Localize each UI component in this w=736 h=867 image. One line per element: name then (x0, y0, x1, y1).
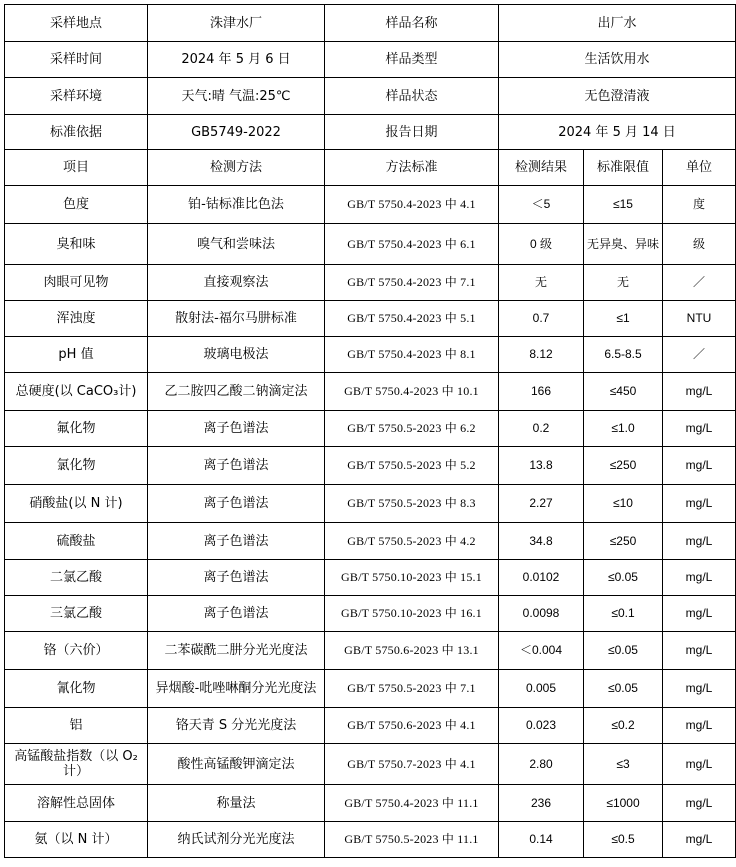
column-header: 检测结果 (499, 150, 584, 186)
result-cell: 0.0102 (499, 560, 584, 596)
item-cell: pH 值 (5, 337, 148, 373)
method-cell: 酸性高锰酸钾滴定法 (148, 744, 325, 785)
result-cell: 0.14 (499, 822, 584, 858)
info-label: 采样环境 (5, 78, 148, 115)
method-cell: 铬天青 S 分光光度法 (148, 708, 325, 744)
info-row (5, 78, 736, 115)
unit-cell: mg/L (663, 708, 736, 744)
result-cell: 0.023 (499, 708, 584, 744)
column-header: 标准限值 (584, 150, 663, 186)
info-label: 报告日期 (325, 115, 499, 150)
unit-cell: 级 (663, 224, 736, 265)
limit-cell: ≤0.05 (584, 560, 663, 596)
result-cell: ＜0.004 (499, 632, 584, 670)
unit-cell: mg/L (663, 822, 736, 858)
info-value: 生活饮用水 (499, 42, 736, 78)
column-header-row (5, 150, 736, 186)
item-cell: 二氯乙酸 (5, 560, 148, 596)
item-cell: 三氯乙酸 (5, 596, 148, 632)
table-row (5, 485, 736, 523)
limit-cell: ≤1.0 (584, 411, 663, 447)
info-label: 样品状态 (325, 78, 499, 115)
unit-cell: 度 (663, 186, 736, 224)
method-cell: 称量法 (148, 785, 325, 822)
method-cell: 乙二胺四乙酸二钠滴定法 (148, 373, 325, 411)
limit-cell: 无异臭、异味 (584, 224, 663, 265)
standard-cell: GB/T 5750.4-2023 中 8.1 (325, 337, 499, 373)
info-row (5, 5, 736, 42)
result-cell: 无 (499, 265, 584, 301)
result-cell: 8.12 (499, 337, 584, 373)
info-label: 标准依据 (5, 115, 148, 150)
standard-cell: GB/T 5750.4-2023 中 5.1 (325, 301, 499, 337)
method-cell: 二苯碳酰二肼分光光度法 (148, 632, 325, 670)
item-cell: 肉眼可见物 (5, 265, 148, 301)
result-cell: 0.005 (499, 670, 584, 708)
standard-cell: GB/T 5750.5-2023 中 5.2 (325, 447, 499, 485)
info-value: GB5749-2022 (148, 115, 325, 150)
result-cell: 0.7 (499, 301, 584, 337)
info-value: 2024 年 5 月 6 日 (148, 42, 325, 78)
unit-cell: ／ (663, 337, 736, 373)
info-value: 2024 年 5 月 14 日 (499, 115, 736, 150)
unit-cell: mg/L (663, 485, 736, 523)
limit-cell: ≤0.2 (584, 708, 663, 744)
method-cell: 纳氏试剂分光光度法 (148, 822, 325, 858)
standard-cell: GB/T 5750.4-2023 中 6.1 (325, 224, 499, 265)
info-value: 洙津水厂 (148, 5, 325, 42)
info-label: 采样时间 (5, 42, 148, 78)
method-cell: 玻璃电极法 (148, 337, 325, 373)
unit-cell: mg/L (663, 560, 736, 596)
standard-cell: GB/T 5750.4-2023 中 7.1 (325, 265, 499, 301)
limit-cell: 无 (584, 265, 663, 301)
unit-cell: mg/L (663, 785, 736, 822)
table-row (5, 301, 736, 337)
method-cell: 嗅气和尝味法 (148, 224, 325, 265)
standard-cell: GB/T 5750.4-2023 中 4.1 (325, 186, 499, 224)
unit-cell: mg/L (663, 373, 736, 411)
info-row (5, 115, 736, 150)
standard-cell: GB/T 5750.4-2023 中 10.1 (325, 373, 499, 411)
standard-cell: GB/T 5750.7-2023 中 4.1 (325, 744, 499, 785)
unit-cell: mg/L (663, 670, 736, 708)
table-row (5, 224, 736, 265)
result-cell: 2.27 (499, 485, 584, 523)
item-cell: 氟化物 (5, 411, 148, 447)
method-cell: 异烟酸-吡唑啉酮分光光度法 (148, 670, 325, 708)
item-cell: 溶解性总固体 (5, 785, 148, 822)
info-label: 采样地点 (5, 5, 148, 42)
table-row (5, 670, 736, 708)
item-cell: 色度 (5, 186, 148, 224)
unit-cell: NTU (663, 301, 736, 337)
item-cell: 氰化物 (5, 670, 148, 708)
method-cell: 离子色谱法 (148, 411, 325, 447)
info-value: 出厂水 (499, 5, 736, 42)
limit-cell: 6.5-8.5 (584, 337, 663, 373)
report-table-body (5, 5, 736, 858)
table-row (5, 708, 736, 744)
standard-cell: GB/T 5750.10-2023 中 15.1 (325, 560, 499, 596)
limit-cell: ≤1 (584, 301, 663, 337)
limit-cell: ≤3 (584, 744, 663, 785)
column-header: 方法标准 (325, 150, 499, 186)
water-quality-report-table (4, 4, 736, 858)
limit-cell: ≤15 (584, 186, 663, 224)
method-cell: 铂-钴标准比色法 (148, 186, 325, 224)
item-cell: 硝酸盐(以 N 计) (5, 485, 148, 523)
limit-cell: ≤0.5 (584, 822, 663, 858)
method-cell: 直接观察法 (148, 265, 325, 301)
limit-cell: ≤0.1 (584, 596, 663, 632)
table-row (5, 265, 736, 301)
table-row (5, 744, 736, 785)
standard-cell: GB/T 5750.5-2023 中 11.1 (325, 822, 499, 858)
item-cell: 铝 (5, 708, 148, 744)
item-cell: 氯化物 (5, 447, 148, 485)
method-cell: 离子色谱法 (148, 523, 325, 560)
table-row (5, 785, 736, 822)
item-cell: 臭和味 (5, 224, 148, 265)
unit-cell: mg/L (663, 447, 736, 485)
method-cell: 离子色谱法 (148, 485, 325, 523)
result-cell: 166 (499, 373, 584, 411)
method-cell: 离子色谱法 (148, 596, 325, 632)
item-cell: 高锰酸盐指数（以 O₂计） (5, 744, 148, 785)
standard-cell: GB/T 5750.4-2023 中 11.1 (325, 785, 499, 822)
standard-cell: GB/T 5750.6-2023 中 13.1 (325, 632, 499, 670)
limit-cell: ≤250 (584, 447, 663, 485)
table-row (5, 523, 736, 560)
method-cell: 离子色谱法 (148, 447, 325, 485)
table-row (5, 822, 736, 858)
result-cell: 236 (499, 785, 584, 822)
result-cell: 0.2 (499, 411, 584, 447)
result-cell: 0 级 (499, 224, 584, 265)
table-row (5, 560, 736, 596)
limit-cell: ≤0.05 (584, 670, 663, 708)
column-header: 项目 (5, 150, 148, 186)
table-row (5, 447, 736, 485)
table-row (5, 411, 736, 447)
standard-cell: GB/T 5750.5-2023 中 4.2 (325, 523, 499, 560)
table-row (5, 373, 736, 411)
table-row (5, 596, 736, 632)
table-row (5, 186, 736, 224)
item-cell: 铬（六价） (5, 632, 148, 670)
result-cell: ＜5 (499, 186, 584, 224)
unit-cell: mg/L (663, 523, 736, 560)
limit-cell: ≤450 (584, 373, 663, 411)
standard-cell: GB/T 5750.5-2023 中 7.1 (325, 670, 499, 708)
table-row (5, 632, 736, 670)
info-value: 天气:晴 气温:25℃ (148, 78, 325, 115)
item-cell: 氨（以 N 计） (5, 822, 148, 858)
info-value: 无色澄清液 (499, 78, 736, 115)
info-row (5, 42, 736, 78)
method-cell: 散射法-福尔马肼标准 (148, 301, 325, 337)
unit-cell: mg/L (663, 411, 736, 447)
method-cell: 离子色谱法 (148, 560, 325, 596)
standard-cell: GB/T 5750.5-2023 中 6.2 (325, 411, 499, 447)
info-label: 样品名称 (325, 5, 499, 42)
limit-cell: ≤250 (584, 523, 663, 560)
unit-cell: mg/L (663, 596, 736, 632)
item-cell: 浑浊度 (5, 301, 148, 337)
unit-cell: ／ (663, 265, 736, 301)
column-header: 检测方法 (148, 150, 325, 186)
standard-cell: GB/T 5750.10-2023 中 16.1 (325, 596, 499, 632)
standard-cell: GB/T 5750.5-2023 中 8.3 (325, 485, 499, 523)
info-label: 样品类型 (325, 42, 499, 78)
item-cell: 硫酸盐 (5, 523, 148, 560)
limit-cell: ≤10 (584, 485, 663, 523)
result-cell: 34.8 (499, 523, 584, 560)
standard-cell: GB/T 5750.6-2023 中 4.1 (325, 708, 499, 744)
limit-cell: ≤1000 (584, 785, 663, 822)
unit-cell: mg/L (663, 744, 736, 785)
item-cell: 总硬度(以 CaCO₃计) (5, 373, 148, 411)
unit-cell: mg/L (663, 632, 736, 670)
column-header: 单位 (663, 150, 736, 186)
limit-cell: ≤0.05 (584, 632, 663, 670)
result-cell: 13.8 (499, 447, 584, 485)
table-row (5, 337, 736, 373)
result-cell: 2.80 (499, 744, 584, 785)
result-cell: 0.0098 (499, 596, 584, 632)
